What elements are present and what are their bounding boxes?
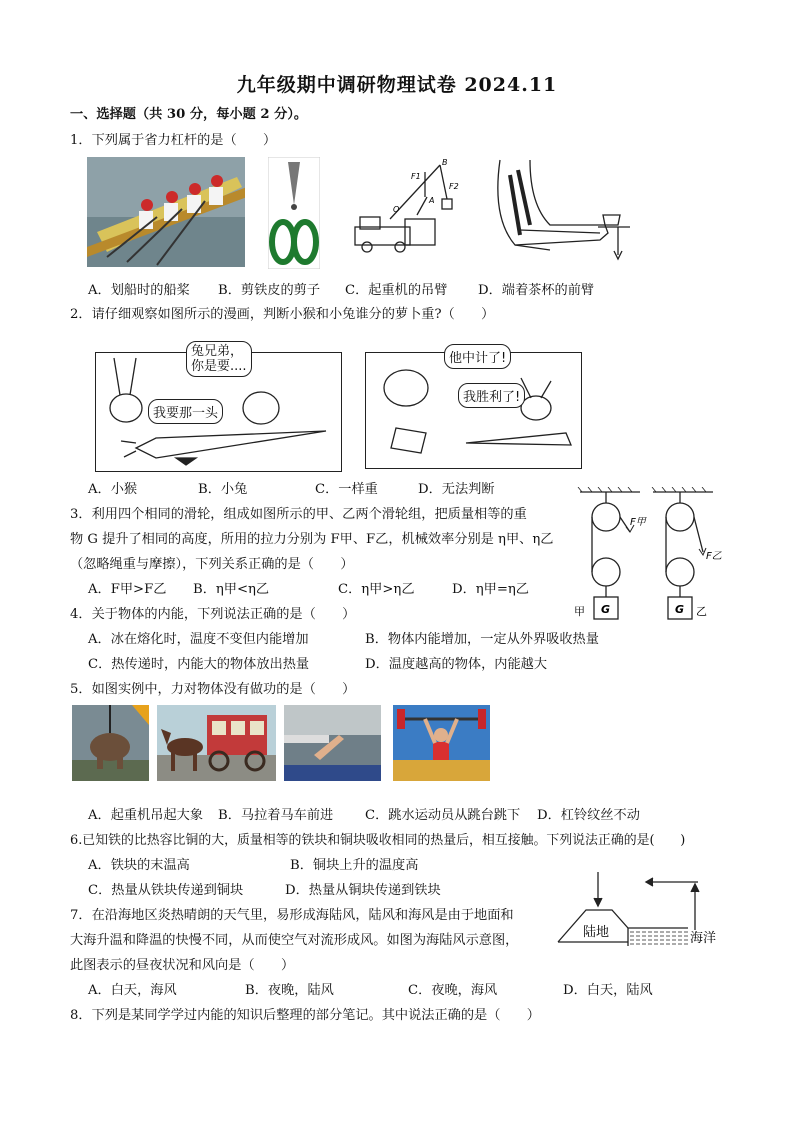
q4-option-a: A．冰在熔化时，温度不变但内能增加 <box>88 632 309 647</box>
q3-line1: 3．利用四个相同的滑轮，组成如图所示的甲、乙两个滑轮组，把质量相等的重 <box>70 507 527 522</box>
q5-option-c: C．跳水运动员从跳台跳下 <box>365 808 521 823</box>
forearm-holding-cup-diagram <box>490 155 650 267</box>
q1-stem: 1．下列属于省力杠杆的是（ ） <box>70 133 277 148</box>
q8-stem: 8．下列是某同学学过内能的知识后整理的部分笔记。其中说法正确的是（ ） <box>70 1008 540 1023</box>
q3-option-a: A．F甲>F乙 <box>88 582 167 597</box>
q5-option-a: A．起重机吊起大象 <box>88 808 204 823</box>
bubble-monkey: 我要那一头 <box>148 399 223 424</box>
q3-line2: 物 G 提升了相同的高度，所用的拉力分别为 F甲、F乙，机械效率分别是 η甲、η乙 <box>70 532 554 547</box>
q3-option-c: C．η甲>η乙 <box>338 582 415 597</box>
comic-panel-right <box>365 352 582 469</box>
weightlifting-photo <box>393 705 490 781</box>
pulley-label-f-jia: F甲 <box>630 517 646 528</box>
horse-carriage-photo <box>157 705 276 781</box>
crane-label-o: O <box>393 205 400 214</box>
q1-option-b: B．剪铁皮的剪子 <box>218 283 321 298</box>
q7-option-c: C．夜晚，海风 <box>408 983 498 998</box>
q2-option-b: B．小兔 <box>198 482 248 497</box>
q7-line2: 大海升温和降温的快慢不同，从而使空气对流形成风。如图为海陆风示意图， <box>70 933 519 948</box>
q3-option-b: B．η甲<η乙 <box>193 582 270 597</box>
bubble-rabbit <box>186 341 252 377</box>
q2-option-c: C．一样重 <box>315 482 378 497</box>
tin-snips-picture <box>268 157 320 269</box>
pulley-g-right: G <box>675 603 685 616</box>
crane-label-a: A <box>429 196 435 205</box>
sea-label: 海洋 <box>690 931 717 946</box>
pulley-g-left: G <box>601 603 611 616</box>
pulley-label-jia: 甲 <box>574 605 585 618</box>
q3-line3: （忽略绳重与摩擦），下列关系正确的是（ ） <box>70 557 354 572</box>
pulley-label-f-yi: F乙 <box>706 551 722 562</box>
crane-label-f2: F2 <box>449 182 459 191</box>
q4-option-d: D．温度越高的物体，内能越大 <box>365 657 548 672</box>
q4-option-c: C．热传递时，内能大的物体放出热量 <box>88 657 310 672</box>
crane-label-f1: F1 <box>411 172 421 181</box>
q6-option-a: A．铁块的末温高 <box>88 858 190 873</box>
q6-stem: 6.已知铁的比热容比铜的大，质量相等的铁块和铜块吸收相同的热量后，相互接触。下列说法正确的是( ) <box>70 833 686 848</box>
q6-option-c: C．热量从铁块传递到铜块 <box>88 883 244 898</box>
page-title: 九年级期中调研物理试卷 2024.11 <box>236 74 558 96</box>
q7-option-a: A．白天，海风 <box>88 983 177 998</box>
diving-photo <box>284 705 381 781</box>
q7-option-b: B．夜晚，陆风 <box>245 983 334 998</box>
q5-stem: 5．如图实例中，力对物体没有做功的是（ ） <box>70 682 356 697</box>
q2-stem: 2．请仔细观察如图所示的漫画，判断小猴和小兔谁分的萝卜重?（ ） <box>70 307 495 322</box>
q2-option-d: D．无法判断 <box>418 482 495 497</box>
q3-option-d: D．η甲=η乙 <box>452 582 529 597</box>
land-label: 陆地 <box>583 925 610 940</box>
q5-option-d: D．杠铃纹丝不动 <box>537 808 640 823</box>
bubble-right-top: 他中计了! <box>444 344 511 369</box>
rowing-photo <box>87 157 245 267</box>
bubble-rabbit-line1: 兔兄弟， <box>191 344 244 359</box>
q1-option-c: C．起重机的吊臂 <box>345 283 448 298</box>
q1-option-d: D．端着茶杯的前臂 <box>478 283 595 298</box>
q2-option-a: A．小猴 <box>88 482 138 497</box>
q4-option-b: B．物体内能增加，一定从外界吸收热量 <box>365 632 599 647</box>
q1-option-a: A．划船时的船桨 <box>88 283 190 298</box>
crane-label-b: B <box>442 158 448 167</box>
q4-stem: 4．关于物体的内能，下列说法正确的是（ ） <box>70 607 356 622</box>
q5-option-b: B．马拉着马车前进 <box>218 808 334 823</box>
pulley-systems-diagram <box>568 487 728 627</box>
q7-option-d: D．白天，陆风 <box>563 983 653 998</box>
elephant-crane-photo <box>72 705 149 781</box>
q7-line3: 此图表示的昼夜状况和风向是（ ） <box>70 958 295 973</box>
pulley-label-yi: 乙 <box>696 605 707 618</box>
q7-line1: 7．在沿海地区炎热晴朗的天气里，易形成海陆风，陆风和海风是由于地面和 <box>70 908 514 923</box>
crane-diagram <box>345 157 463 257</box>
sea-land-breeze-diagram <box>548 862 728 957</box>
section-heading: 一、选择题（共 30 分，每小题 2 分）。 <box>70 107 308 122</box>
q6-option-d: D．热量从铜块传递到铁块 <box>285 883 441 898</box>
bubble-right-bottom: 我胜利了! <box>458 383 525 408</box>
bubble-rabbit-line2: 你是要.... <box>191 359 247 374</box>
q6-option-b: B．铜块上升的温度高 <box>290 858 419 873</box>
